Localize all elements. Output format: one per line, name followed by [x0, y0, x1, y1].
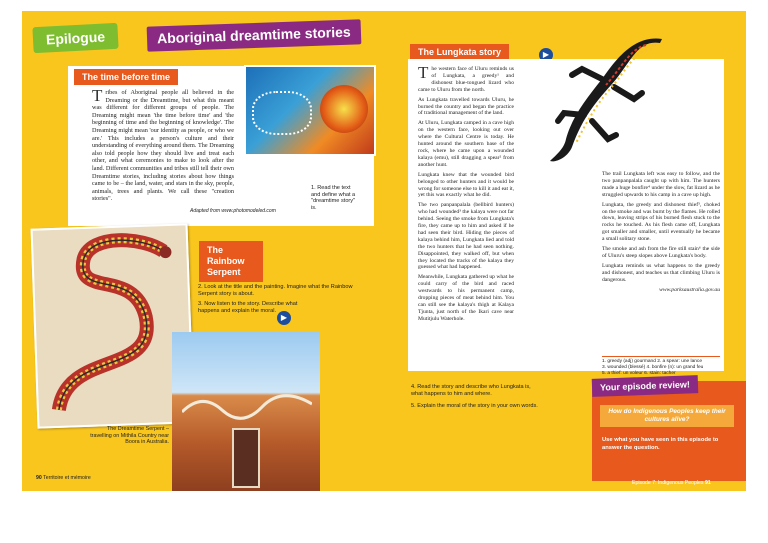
lizard-svg [542, 29, 682, 169]
question-4: 4. Read the story and describe who Lungkata is, what happens to him and where. [411, 384, 531, 397]
adapted-source: Adapted from www.photomodeled.com [190, 208, 276, 214]
lungkata-p3: At Uluru, Lungkata camped in a cave high on the western face, looking out over where the Cultural Centre is today. He hunted around the southern base of the rock, where he came upon a wounded kalaya (emu), still dragging a spear² from another hunt. [418, 120, 514, 168]
glossary-line: 1. greedy (adj) gourmand 2. a spear: une lance [602, 359, 702, 364]
serpent-trail [182, 392, 312, 422]
question-2: 2. Look at the title and the painting. Imagine what the Rainbow Serpent story is about. [198, 284, 353, 297]
question-3: 3. Now listen to the story. Describe what happens and explain the moral. [198, 301, 298, 314]
glossary-line: 3. wounded (blessé) 4. bonfire (n): un grand feu [602, 365, 704, 370]
dot-pattern [252, 91, 312, 135]
lungkata-audio-icon[interactable]: ▶ [539, 48, 553, 62]
lungkata-p9: The smoke and ash from the fire still stain⁶ the side of Uluru's steep slopes above Lungkata's body. [602, 246, 720, 259]
question-5: 5. Explain the moral of the story in your own words. [411, 403, 538, 409]
uluru-photo [172, 332, 320, 491]
lungkata-column-2 [602, 171, 720, 297]
lungkata-p10: Lungkata reminds us what happens to the greedy and dishonest, and teaches us that climbing Uluru is dangerous. [602, 262, 720, 283]
audio-speaker-icon[interactable]: ▶ [277, 311, 291, 325]
page-number-left: 90 [36, 475, 42, 481]
glossary-rule [602, 356, 720, 357]
serpent-caption: The Dreamtime Serpent – travelling on Mithila Country near Boora in Australia. [90, 426, 169, 446]
glossary-line: 5. a thief: un voleur 6. stain: tacher [602, 371, 676, 376]
footer-left [36, 475, 91, 481]
sun-circle [320, 85, 368, 133]
footer-right-text: Episode 7: Indigenous Peoples [632, 480, 704, 486]
glossary [602, 359, 720, 377]
review-prompt: Use what you have seen in this episode to answer the question. [602, 437, 719, 451]
rainbow-heading: The Rainbow Serpent [199, 241, 263, 282]
time-before-paragraph: ribes of Aboriginal people all believed in the Dreaming or the Dreamtime, but what this meant was different for different groups of people. The Dreaming might mean 'the time before time' and 'the beginning of time and the beginning of knowledge'. The Dreaming might mean 'our identity as people, or who we are.' This includes a person's culture and their understanding of everything around them. The Dreaming also told people how they should live and treat each other, and what ceremonies to make to look after the land. Different communities and tribes still tell their own Dreamtime stories, including stories about how things came to be – the land, water, and stars in the sky, people, animals, trees and plants. We call these "creation stories". [92, 89, 234, 203]
lungkata-column-1 [418, 63, 515, 326]
lungkata-p8: Lungkata, the greedy and dishonest thief⁵, choked on the smoke and was burnt by the flames. He rolled down, leaving strips of his burned flesh stuck to the rocks he touched. As his flesh came off, Lungkata got smaller and smaller, until eventually he became a small solitary stone. [602, 201, 720, 243]
lungkata-heading: The Lungkata story [410, 44, 509, 60]
footer-left-text: Territoire et mémoire [43, 475, 91, 481]
sign-post [232, 428, 260, 488]
lungkata-drop-cap: T [418, 63, 429, 82]
review-question: How do Indigenous Peoples keep their cultures alive? [600, 405, 734, 427]
task-1: 1. Read the text and define what a "dreamtime story" is. [311, 185, 356, 211]
lungkata-source: www.parksaustralia.gov.au [659, 286, 720, 293]
dreamtime-painting [244, 65, 376, 156]
lungkata-p2: As Lungkata travelled towards Uluru, he burned the country and began the practice of traditional management of the land. [418, 96, 514, 117]
book-spread [22, 11, 746, 491]
lungkata-p1: he western face of Uluru reminds us of Lungkata, a greedy¹ and dishonest blue-tongued lizard who came to Uluru from the north. [418, 66, 514, 93]
footer-right [632, 480, 711, 486]
lungkata-p7: The trail Lungkata left was easy to follow, and the two panpanpalala caught up with him. The hunters made a huge bonfire⁴ under the slow, fat lizard as he struggled upwards to his camp in a cave up high. [602, 171, 720, 198]
lungkata-p5: The two panpanpalala (bellbird hunters) who had wounded³ the kalaya were not far behind. Seeing the smoke from Lungkata's fire, they came up to him and asked if he had seen their bird. Hiding the pieces of kalaya behind him, Lungkata lied and told the two hunters that he had seen nothing. Disappointed, they walked off, but when they located the tracks of the kalaya they guessed what had happened. [418, 202, 514, 271]
epilogue-label: Epilogue [32, 23, 118, 53]
page-number-right: 91 [704, 480, 711, 486]
page-title: Aboriginal dreamtime stories [147, 19, 361, 51]
episode-review-box [592, 381, 746, 481]
time-before-heading: The time before time [74, 69, 178, 85]
lungkata-p6: Meanwhile, Lungkata gathered up what he could carry of the bird and raced westwards to his permanent camp, dropping pieces of meat behind him. You can still see the kalaya's thigh at Kalaya Tjunta, just north of the Ikari cave near Mutitjulu Waterhole. [418, 274, 514, 322]
rainbow-serpent-painting [31, 223, 195, 428]
time-before-text-top [92, 86, 234, 203]
review-heading: Your episode review! [592, 375, 698, 397]
lungkata-p4: Lungkata knew that the wounded bird belonged to other hunters and it would be wrong for someone else to kill it and eat it, yet this was exactly what he did. [418, 171, 515, 199]
lizard-artwork [542, 29, 682, 169]
serpent-art [33, 225, 193, 426]
drop-cap: T [92, 86, 103, 105]
